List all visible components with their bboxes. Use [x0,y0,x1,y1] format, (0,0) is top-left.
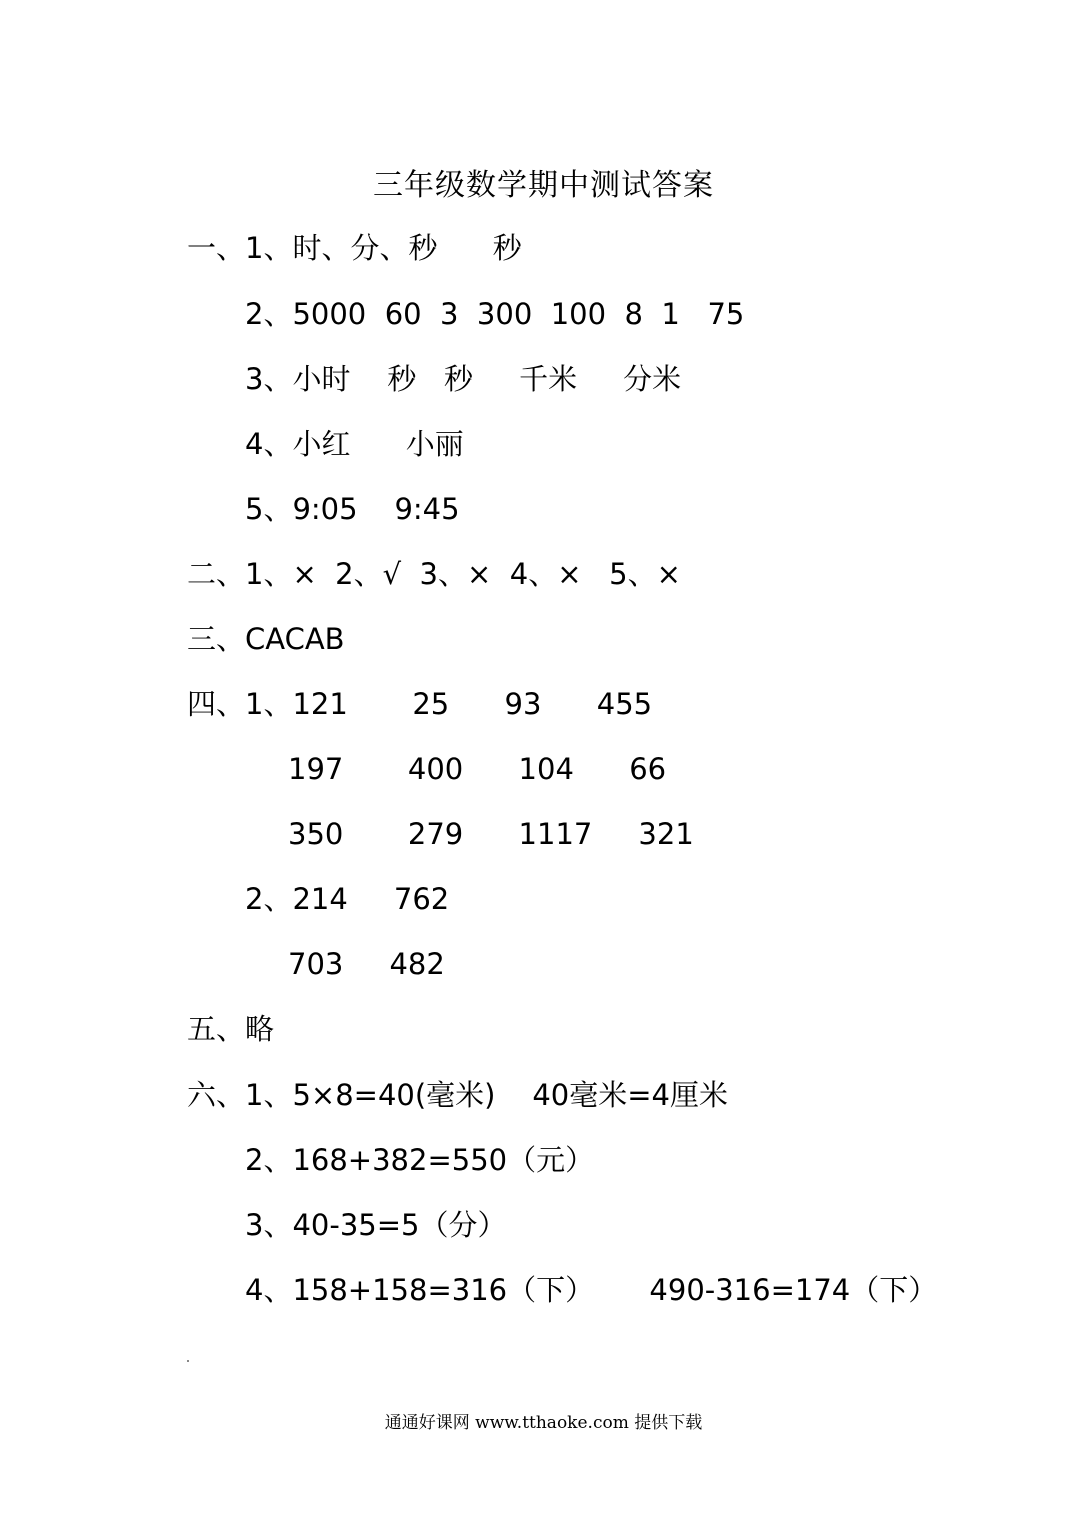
section-6-q1: 六、1、5×8=40(毫米) 40毫米=4厘米 [187,1078,729,1112]
section-4-row5: 703 482 [288,947,445,981]
section-6-q2: 2、168+382=550（元） [245,1143,595,1177]
section-1-q3: 3、小时 秒 秒 千米 分米 [245,362,682,396]
section-3-line: 三、CACAB [187,622,345,656]
stray-dot-mark [187,1360,189,1362]
section-1-q5: 5、9:05 9:45 [245,492,460,526]
page-title: 三年级数学期中测试答案 [373,168,714,203]
page-footer: 通通好课网 www.tthaoke.com 提供下载 [384,1413,703,1433]
section-4-row1: 四、1、121 25 93 455 [187,687,653,721]
section-4-row3: 350 279 1117 321 [288,817,694,851]
section-4-row2: 197 400 104 66 [288,752,667,786]
section-1-q4: 4、小红 小丽 [245,427,464,461]
section-1-q1: 一、1、时、分、秒 秒 [187,231,522,265]
section-1-q2: 2、5000 60 3 300 100 8 1 75 [245,297,745,331]
section-5-line: 五、略 [187,1012,275,1046]
section-6-q3: 3、40-35=5（分） [245,1208,507,1242]
section-2-line: 二、1、× 2、√ 3、× 4、× 5、× [187,557,681,591]
section-6-q4: 4、158+158=316（下） 490-316=174（下） [245,1273,938,1307]
section-4-row4: 2、214 762 [245,882,450,916]
